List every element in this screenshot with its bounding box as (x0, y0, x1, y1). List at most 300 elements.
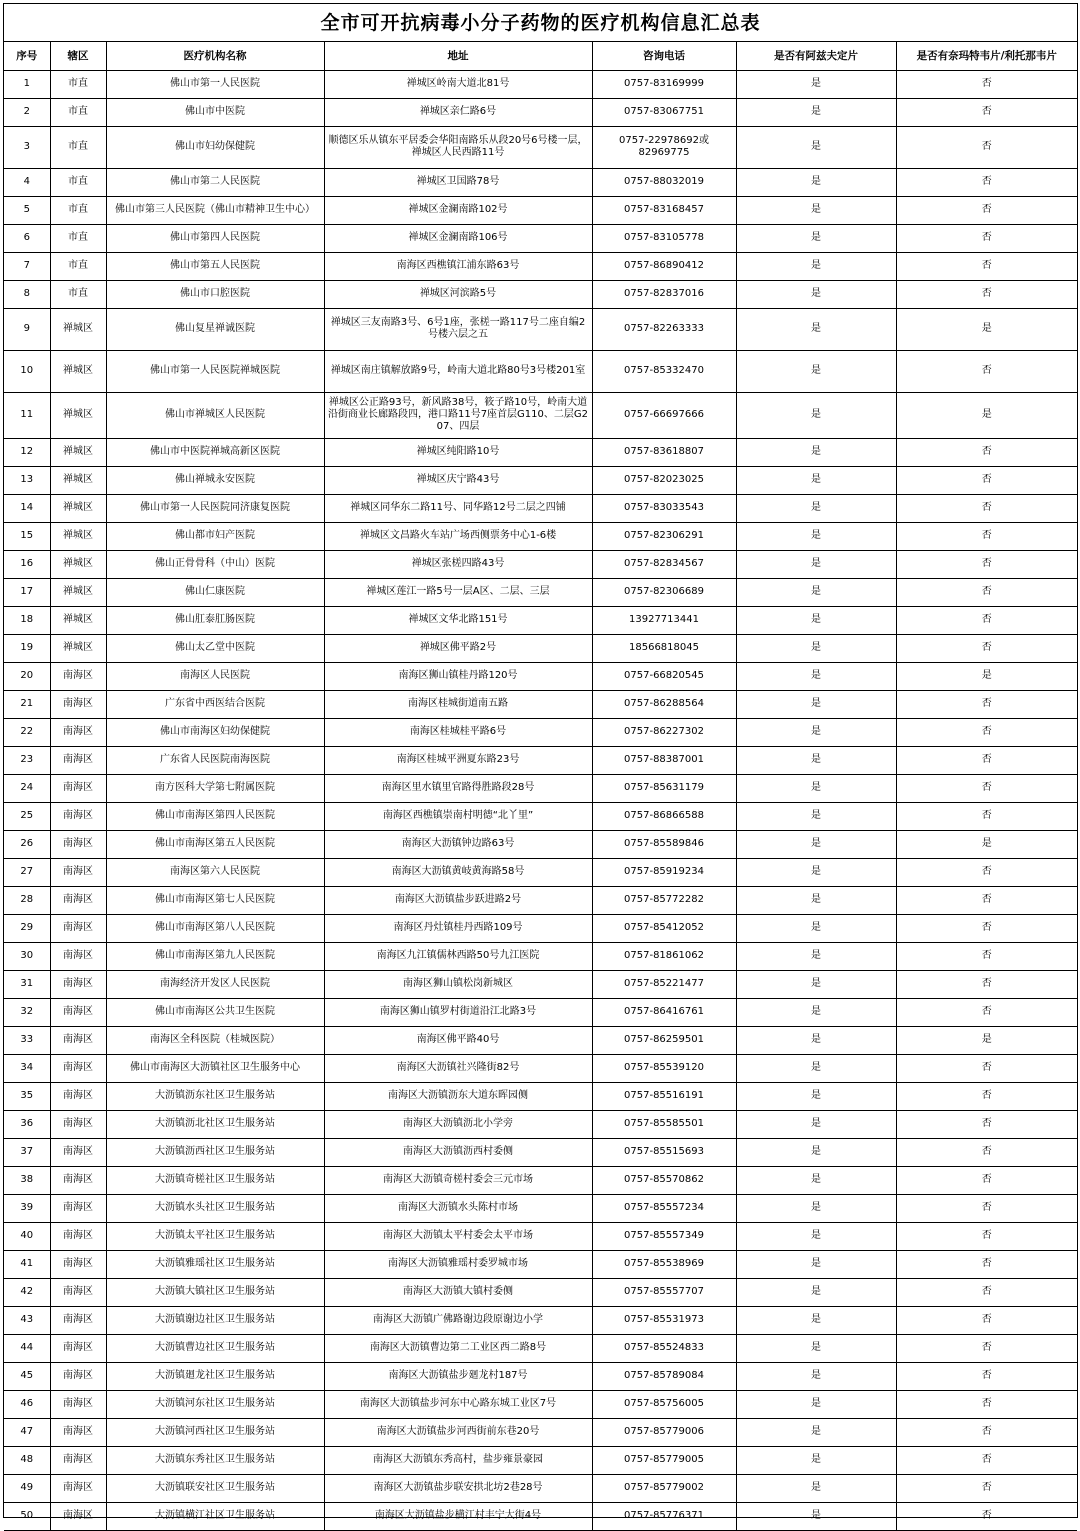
cell-no: 38 (4, 1166, 50, 1194)
cell-phone: 0757-85776371 (592, 1502, 736, 1530)
cell-phone: 0757-83033543 (592, 494, 736, 522)
cell-name: 大沥镇河东社区卫生服务站 (106, 1390, 324, 1418)
cell-paxlovid: 否 (896, 1166, 1077, 1194)
cell-phone: 0757-86227302 (592, 718, 736, 746)
cell-no: 1 (4, 70, 50, 98)
cell-name: 佛山市口腔医院 (106, 280, 324, 308)
cell-name: 大沥镇东秀社区卫生服务站 (106, 1446, 324, 1474)
cell-paxlovid: 否 (896, 998, 1077, 1026)
cell-district: 市直 (50, 168, 106, 196)
cell-address: 南海区桂城平洲夏东路23号 (324, 746, 592, 774)
cell-address: 南海区大沥镇广佛路谢边段原谢边小学 (324, 1306, 592, 1334)
cell-address: 禅城区庆宁路43号 (324, 466, 592, 494)
cell-address: 禅城区金澜南路106号 (324, 224, 592, 252)
cell-azvudine: 是 (736, 718, 896, 746)
cell-paxlovid: 否 (896, 438, 1077, 466)
cell-azvudine: 是 (736, 1502, 896, 1530)
cell-azvudine: 是 (736, 1110, 896, 1138)
cell-azvudine: 是 (736, 70, 896, 98)
cell-no: 30 (4, 942, 50, 970)
table-row (4, 858, 1077, 886)
cell-phone: 0757-82023025 (592, 466, 736, 494)
cell-azvudine: 是 (736, 392, 896, 438)
cell-district: 南海区 (50, 1054, 106, 1082)
cell-district: 市直 (50, 252, 106, 280)
cell-address: 南海区大沥镇钟边路63号 (324, 830, 592, 858)
cell-paxlovid: 否 (896, 494, 1077, 522)
cell-azvudine: 是 (736, 914, 896, 942)
cell-no: 33 (4, 1026, 50, 1054)
table-row (4, 998, 1077, 1026)
cell-paxlovid: 否 (896, 168, 1077, 196)
cell-phone: 0757-85531973 (592, 1306, 736, 1334)
cell-azvudine: 是 (736, 830, 896, 858)
cell-no: 28 (4, 886, 50, 914)
cell-no: 11 (4, 392, 50, 438)
cell-phone: 0757-85221477 (592, 970, 736, 998)
cell-name: 佛山市南海区第九人民医院 (106, 942, 324, 970)
table-row (4, 1222, 1077, 1250)
cell-address: 南海区大沥镇奇槎村委会三元市场 (324, 1166, 592, 1194)
cell-address: 南海区九江镇儒林西路50号九江医院 (324, 942, 592, 970)
cell-name: 广东省人民医院南海医院 (106, 746, 324, 774)
cell-phone: 0757-83618807 (592, 438, 736, 466)
table-row (4, 886, 1077, 914)
cell-no: 36 (4, 1110, 50, 1138)
cell-paxlovid: 否 (896, 858, 1077, 886)
cell-paxlovid: 否 (896, 718, 1077, 746)
cell-district: 南海区 (50, 1110, 106, 1138)
cell-district: 南海区 (50, 1166, 106, 1194)
cell-no: 8 (4, 280, 50, 308)
cell-azvudine: 是 (736, 746, 896, 774)
cell-phone: 0757-82834567 (592, 550, 736, 578)
cell-address: 南海区大沥镇曹边第二工业区西二路8号 (324, 1334, 592, 1362)
cell-phone: 0757-83169999 (592, 70, 736, 98)
cell-name: 佛山市南海区第八人民医院 (106, 914, 324, 942)
cell-district: 南海区 (50, 746, 106, 774)
cell-no: 6 (4, 224, 50, 252)
cell-no: 22 (4, 718, 50, 746)
cell-address: 禅城区纯阳路10号 (324, 438, 592, 466)
cell-district: 南海区 (50, 998, 106, 1026)
cell-azvudine: 是 (736, 1082, 896, 1110)
page-title: 全市可开抗病毒小分子药物的医疗机构信息汇总表 (4, 4, 1077, 42)
cell-phone: 0757-85772282 (592, 886, 736, 914)
table-row (4, 1306, 1077, 1334)
cell-paxlovid: 否 (896, 1278, 1077, 1306)
cell-district: 市直 (50, 224, 106, 252)
cell-phone: 0757-83067751 (592, 98, 736, 126)
cell-azvudine: 是 (736, 1306, 896, 1334)
cell-district: 市直 (50, 196, 106, 224)
cell-phone: 0757-86890412 (592, 252, 736, 280)
cell-paxlovid: 否 (896, 1474, 1077, 1502)
cell-district: 南海区 (50, 1390, 106, 1418)
cell-paxlovid: 是 (896, 308, 1077, 350)
cell-district: 南海区 (50, 1026, 106, 1054)
cell-address: 南海区桂城桂平路6号 (324, 718, 592, 746)
cell-district: 南海区 (50, 1474, 106, 1502)
cell-address: 禅城区河滨路5号 (324, 280, 592, 308)
cell-paxlovid: 否 (896, 1110, 1077, 1138)
cell-paxlovid: 否 (896, 70, 1077, 98)
cell-paxlovid: 否 (896, 1054, 1077, 1082)
cell-name: 佛山太乙堂中医院 (106, 634, 324, 662)
cell-paxlovid: 否 (896, 690, 1077, 718)
cell-district: 南海区 (50, 1278, 106, 1306)
cell-district: 禅城区 (50, 466, 106, 494)
cell-no: 42 (4, 1278, 50, 1306)
cell-paxlovid: 否 (896, 886, 1077, 914)
cell-paxlovid: 否 (896, 1138, 1077, 1166)
cell-district: 南海区 (50, 858, 106, 886)
table-row (4, 830, 1077, 858)
cell-no: 37 (4, 1138, 50, 1166)
cell-address: 禅城区文昌路火车站广场西侧票务中心1-6楼 (324, 522, 592, 550)
cell-azvudine: 是 (736, 1194, 896, 1222)
cell-name: 大沥镇曹边社区卫生服务站 (106, 1334, 324, 1362)
cell-phone: 0757-85557707 (592, 1278, 736, 1306)
cell-phone: 0757-22978692或82969775 (592, 126, 736, 168)
cell-no: 35 (4, 1082, 50, 1110)
cell-address: 南海区大沥镇盐步廻龙村187号 (324, 1362, 592, 1390)
cell-phone: 0757-85585501 (592, 1110, 736, 1138)
cell-name: 佛山市中医院禅城高新区医院 (106, 438, 324, 466)
cell-azvudine: 是 (736, 1446, 896, 1474)
cell-phone: 0757-88387001 (592, 746, 736, 774)
cell-address: 禅城区同华东二路11号、同华路12号二层之四铺 (324, 494, 592, 522)
table-row (4, 578, 1077, 606)
cell-phone: 0757-85779002 (592, 1474, 736, 1502)
cell-no: 12 (4, 438, 50, 466)
cell-phone: 0757-66820545 (592, 662, 736, 690)
cell-name: 佛山禅城永安医院 (106, 466, 324, 494)
cell-address: 南海区狮山镇罗村街道沿江北路3号 (324, 998, 592, 1026)
cell-district: 南海区 (50, 774, 106, 802)
institution-table (4, 42, 1077, 1531)
cell-paxlovid: 否 (896, 522, 1077, 550)
cell-name: 佛山市南海区第四人民医院 (106, 802, 324, 830)
cell-no: 45 (4, 1362, 50, 1390)
cell-azvudine: 是 (736, 252, 896, 280)
cell-address: 南海区狮山镇松岗新城区 (324, 970, 592, 998)
cell-district: 禅城区 (50, 606, 106, 634)
cell-azvudine: 是 (736, 522, 896, 550)
cell-address: 南海区大沥镇盐步跃进路2号 (324, 886, 592, 914)
cell-address: 禅城区文华北路151号 (324, 606, 592, 634)
table-row (4, 252, 1077, 280)
table-row (4, 1502, 1077, 1530)
cell-no: 27 (4, 858, 50, 886)
cell-name: 大沥镇水头社区卫生服务站 (106, 1194, 324, 1222)
cell-paxlovid: 否 (896, 802, 1077, 830)
table-row (4, 1054, 1077, 1082)
cell-name: 佛山肛泰肛肠医院 (106, 606, 324, 634)
cell-azvudine: 是 (736, 224, 896, 252)
cell-district: 禅城区 (50, 494, 106, 522)
cell-address: 禅城区南庄镇解放路9号，岭南大道北路80号3号楼201室 (324, 350, 592, 392)
table-row (4, 350, 1077, 392)
cell-name: 南方医科大学第七附属医院 (106, 774, 324, 802)
cell-district: 南海区 (50, 1502, 106, 1530)
cell-name: 南海经济开发区人民医院 (106, 970, 324, 998)
cell-phone: 0757-85779005 (592, 1446, 736, 1474)
cell-district: 市直 (50, 98, 106, 126)
table-row (4, 1334, 1077, 1362)
cell-no: 41 (4, 1250, 50, 1278)
cell-paxlovid: 否 (896, 1222, 1077, 1250)
cell-name: 佛山市第一人民医院同济康复医院 (106, 494, 324, 522)
cell-address: 南海区大沥镇沥东大道东晖园侧 (324, 1082, 592, 1110)
cell-azvudine: 是 (736, 1222, 896, 1250)
cell-name: 大沥镇雅瑶社区卫生服务站 (106, 1250, 324, 1278)
cell-name: 南海区第六人民医院 (106, 858, 324, 886)
cell-azvudine: 是 (736, 466, 896, 494)
cell-azvudine: 是 (736, 970, 896, 998)
cell-phone: 0757-66697666 (592, 392, 736, 438)
cell-phone: 0757-83105778 (592, 224, 736, 252)
cell-address: 禅城区公正路93号，新风路38号，筱子路10号，岭南大道沿街商业长廊路段四，港口路11号7座首层G110、二层G207、四层 (324, 392, 592, 438)
table-row (4, 70, 1077, 98)
table-row (4, 1278, 1077, 1306)
cell-address: 禅城区亲仁路6号 (324, 98, 592, 126)
cell-phone: 13927713441 (592, 606, 736, 634)
cell-azvudine: 是 (736, 308, 896, 350)
cell-name: 大沥镇沥北社区卫生服务站 (106, 1110, 324, 1138)
cell-no: 25 (4, 802, 50, 830)
cell-paxlovid: 否 (896, 350, 1077, 392)
col-header-name: 医疗机构名称 (106, 42, 324, 70)
cell-address: 禅城区张槎四路43号 (324, 550, 592, 578)
cell-phone: 0757-86259501 (592, 1026, 736, 1054)
cell-name: 佛山都市妇产医院 (106, 522, 324, 550)
col-header-no: 序号 (4, 42, 50, 70)
cell-address: 南海区大沥镇社兴隆街82号 (324, 1054, 592, 1082)
table-row (4, 550, 1077, 578)
cell-azvudine: 是 (736, 1474, 896, 1502)
cell-azvudine: 是 (736, 168, 896, 196)
cell-no: 3 (4, 126, 50, 168)
cell-azvudine: 是 (736, 1026, 896, 1054)
cell-district: 南海区 (50, 1222, 106, 1250)
cell-district: 禅城区 (50, 522, 106, 550)
table-row (4, 1166, 1077, 1194)
table-body (4, 70, 1077, 1530)
cell-no: 24 (4, 774, 50, 802)
table-row (4, 494, 1077, 522)
cell-azvudine: 是 (736, 942, 896, 970)
cell-address: 南海区大沥镇盐步河西街前东巷20号 (324, 1418, 592, 1446)
cell-district: 禅城区 (50, 634, 106, 662)
cell-no: 7 (4, 252, 50, 280)
cell-address: 南海区丹灶镇桂丹西路109号 (324, 914, 592, 942)
cell-phone: 0757-85557349 (592, 1222, 736, 1250)
cell-phone: 0757-85779006 (592, 1418, 736, 1446)
cell-district: 南海区 (50, 1250, 106, 1278)
cell-no: 19 (4, 634, 50, 662)
cell-paxlovid: 否 (896, 1362, 1077, 1390)
cell-azvudine: 是 (736, 802, 896, 830)
cell-phone: 0757-82306689 (592, 578, 736, 606)
cell-azvudine: 是 (736, 1250, 896, 1278)
cell-paxlovid: 否 (896, 280, 1077, 308)
cell-phone: 0757-85919234 (592, 858, 736, 886)
table-row (4, 1362, 1077, 1390)
cell-name: 大沥镇沥东社区卫生服务站 (106, 1082, 324, 1110)
cell-address: 南海区大沥镇沥西村委侧 (324, 1138, 592, 1166)
cell-no: 15 (4, 522, 50, 550)
cell-azvudine: 是 (736, 886, 896, 914)
cell-paxlovid: 否 (896, 98, 1077, 126)
cell-name: 佛山市南海区第七人民医院 (106, 886, 324, 914)
cell-district: 南海区 (50, 802, 106, 830)
cell-district: 南海区 (50, 1446, 106, 1474)
table-row (4, 802, 1077, 830)
spreadsheet (3, 3, 1078, 1521)
cell-paxlovid: 否 (896, 126, 1077, 168)
cell-no: 48 (4, 1446, 50, 1474)
cell-paxlovid: 否 (896, 914, 1077, 942)
cell-phone: 0757-86866588 (592, 802, 736, 830)
cell-district: 市直 (50, 70, 106, 98)
cell-phone: 0757-85524833 (592, 1334, 736, 1362)
cell-address: 禅城区卫国路78号 (324, 168, 592, 196)
table-row (4, 1418, 1077, 1446)
cell-phone: 0757-85631179 (592, 774, 736, 802)
cell-name: 佛山市南海区妇幼保健院 (106, 718, 324, 746)
col-header-phone: 咨询电话 (592, 42, 736, 70)
cell-phone: 0757-85589846 (592, 830, 736, 858)
table-row (4, 1250, 1077, 1278)
cell-paxlovid: 否 (896, 1418, 1077, 1446)
cell-address: 南海区大沥镇盐步河东中心路东城工业区7号 (324, 1390, 592, 1418)
table-row (4, 392, 1077, 438)
table-row (4, 1110, 1077, 1138)
cell-no: 39 (4, 1194, 50, 1222)
col-header-address: 地址 (324, 42, 592, 70)
cell-name: 大沥镇沥西社区卫生服务站 (106, 1138, 324, 1166)
cell-no: 34 (4, 1054, 50, 1082)
cell-no: 43 (4, 1306, 50, 1334)
cell-paxlovid: 否 (896, 550, 1077, 578)
cell-azvudine: 是 (736, 578, 896, 606)
cell-azvudine: 是 (736, 1054, 896, 1082)
cell-no: 50 (4, 1502, 50, 1530)
cell-no: 10 (4, 350, 50, 392)
cell-paxlovid: 否 (896, 1446, 1077, 1474)
cell-district: 南海区 (50, 942, 106, 970)
cell-no: 23 (4, 746, 50, 774)
cell-phone: 0757-85756005 (592, 1390, 736, 1418)
table-row (4, 718, 1077, 746)
cell-paxlovid: 否 (896, 252, 1077, 280)
table-row (4, 1194, 1077, 1222)
table-row (4, 1474, 1077, 1502)
cell-address: 南海区佛平路40号 (324, 1026, 592, 1054)
cell-no: 31 (4, 970, 50, 998)
cell-paxlovid: 是 (896, 662, 1077, 690)
cell-paxlovid: 否 (896, 196, 1077, 224)
cell-no: 32 (4, 998, 50, 1026)
cell-azvudine: 是 (736, 690, 896, 718)
cell-no: 13 (4, 466, 50, 494)
cell-name: 佛山市第五人民医院 (106, 252, 324, 280)
cell-address: 南海区大沥镇太平村委会太平市场 (324, 1222, 592, 1250)
cell-azvudine: 是 (736, 126, 896, 168)
cell-name: 南海区人民医院 (106, 662, 324, 690)
cell-no: 17 (4, 578, 50, 606)
cell-azvudine: 是 (736, 550, 896, 578)
cell-paxlovid: 否 (896, 1250, 1077, 1278)
cell-district: 禅城区 (50, 578, 106, 606)
cell-name: 佛山复星禅诚医院 (106, 308, 324, 350)
cell-phone: 0757-82263333 (592, 308, 736, 350)
cell-no: 14 (4, 494, 50, 522)
table-row (4, 746, 1077, 774)
cell-paxlovid: 否 (896, 1194, 1077, 1222)
cell-azvudine: 是 (736, 1390, 896, 1418)
cell-district: 南海区 (50, 1306, 106, 1334)
table-row (4, 168, 1077, 196)
cell-district: 禅城区 (50, 392, 106, 438)
cell-phone: 0757-85570862 (592, 1166, 736, 1194)
cell-paxlovid: 否 (896, 224, 1077, 252)
cell-address: 南海区大沥镇水头陈村市场 (324, 1194, 592, 1222)
cell-name: 大沥镇奇槎社区卫生服务站 (106, 1166, 324, 1194)
cell-name: 大沥镇谢边社区卫生服务站 (106, 1306, 324, 1334)
cell-azvudine: 是 (736, 1418, 896, 1446)
cell-district: 南海区 (50, 1362, 106, 1390)
cell-address: 禅城区莲江一路5号一层A区、二层、三层 (324, 578, 592, 606)
table-row (4, 662, 1077, 690)
cell-azvudine: 是 (736, 1334, 896, 1362)
cell-name: 大沥镇联安社区卫生服务站 (106, 1474, 324, 1502)
cell-address: 南海区大沥镇黄岐黄海路58号 (324, 858, 592, 886)
table-row (4, 466, 1077, 494)
cell-no: 18 (4, 606, 50, 634)
cell-name: 佛山正骨骨科（中山）医院 (106, 550, 324, 578)
table-row (4, 774, 1077, 802)
cell-address: 南海区桂城街道南五路 (324, 690, 592, 718)
cell-no: 20 (4, 662, 50, 690)
cell-district: 南海区 (50, 718, 106, 746)
cell-azvudine: 是 (736, 98, 896, 126)
table-row (4, 1446, 1077, 1474)
cell-azvudine: 是 (736, 196, 896, 224)
cell-no: 26 (4, 830, 50, 858)
cell-name: 佛山仁康医院 (106, 578, 324, 606)
table-row (4, 438, 1077, 466)
cell-azvudine: 是 (736, 634, 896, 662)
cell-paxlovid: 否 (896, 578, 1077, 606)
cell-no: 2 (4, 98, 50, 126)
cell-azvudine: 是 (736, 858, 896, 886)
cell-azvudine: 是 (736, 1138, 896, 1166)
cell-phone: 0757-85515693 (592, 1138, 736, 1166)
cell-phone: 0757-81861062 (592, 942, 736, 970)
cell-district: 禅城区 (50, 350, 106, 392)
cell-paxlovid: 否 (896, 746, 1077, 774)
cell-no: 16 (4, 550, 50, 578)
cell-paxlovid: 否 (896, 1390, 1077, 1418)
cell-name: 大沥镇廻龙社区卫生服务站 (106, 1362, 324, 1390)
cell-address: 禅城区佛平路2号 (324, 634, 592, 662)
cell-paxlovid: 否 (896, 1334, 1077, 1362)
cell-name: 大沥镇大镇社区卫生服务站 (106, 1278, 324, 1306)
cell-azvudine: 是 (736, 662, 896, 690)
table-row (4, 126, 1077, 168)
